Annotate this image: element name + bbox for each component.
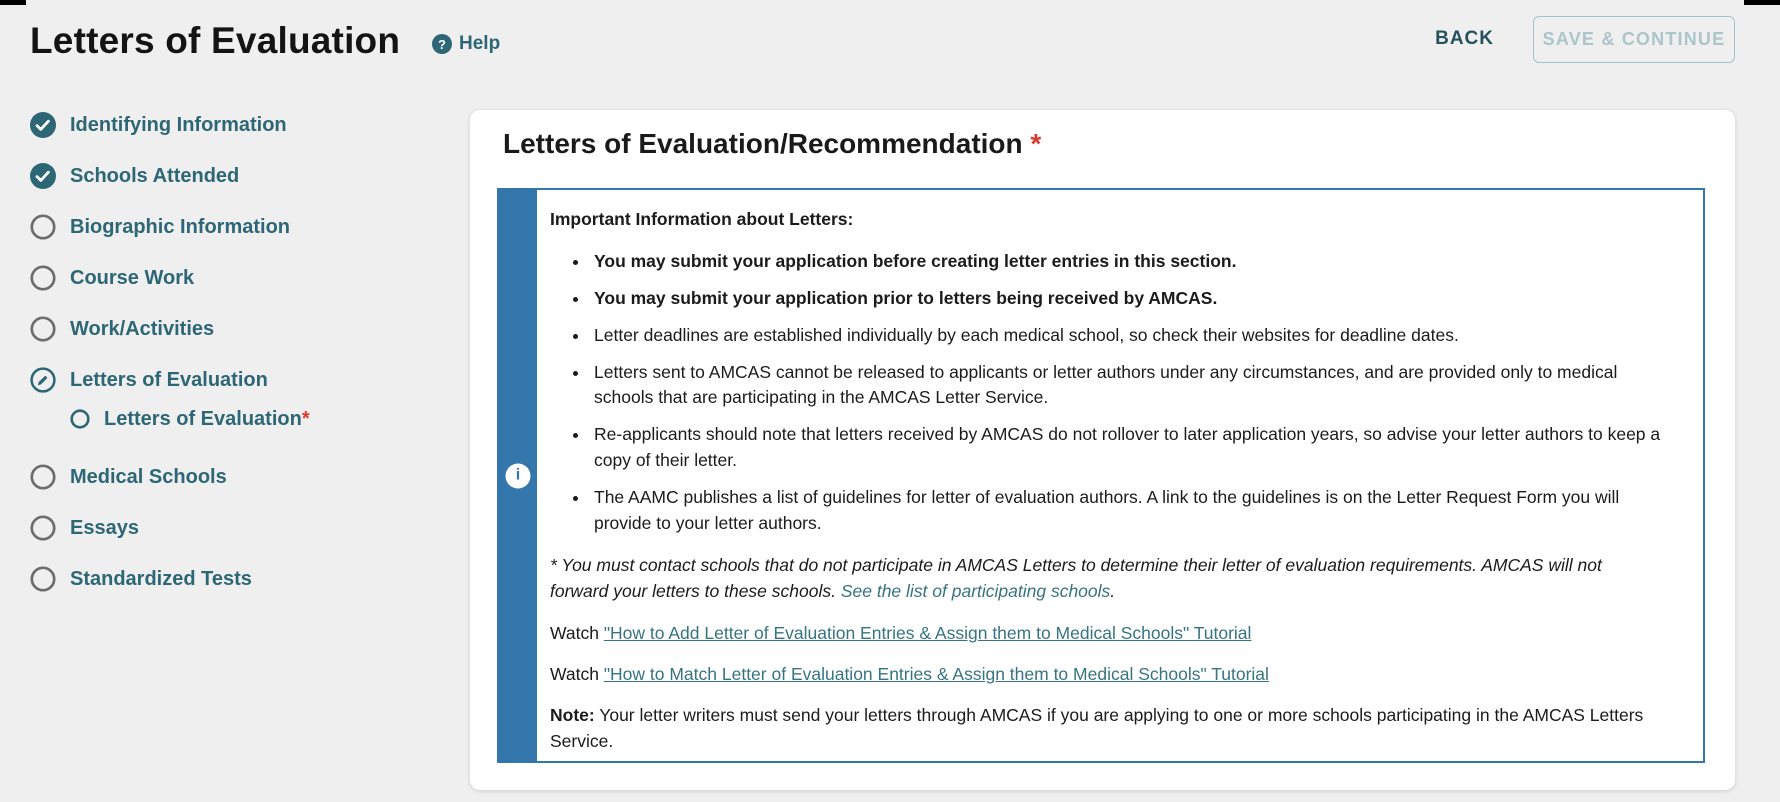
sidebar-item-course-work[interactable] [30,265,450,291]
sidebar-item-standardized-tests[interactable] [30,566,450,592]
sidebar-item-label: Schools Attended [70,164,240,187]
sidebar-item-label: Medical Schools [70,465,227,488]
info-bullet: • You may submit your application prior to letters being received by AMCAS. [590,286,1661,312]
section-title [503,128,1041,160]
sidebar-item-letters-of-evaluation-sub[interactable] [70,406,450,432]
section-nav [30,112,450,617]
match-letter-tutorial-link[interactable]: "How to Match Letter of Evaluation Entries & Assign them to Medical Schools" Tutorial [603,663,1269,684]
info-callout [497,188,1705,763]
watch-line [550,621,1661,647]
info-bullet: • Letter deadlines are established individually by each medical school, so check their websites for deadline dates. [590,323,1661,349]
participating-schools-link[interactable]: See the list of participating schools [840,580,1111,601]
footnote-period: . [1110,580,1116,601]
sidebar-item-label: Essays [70,516,139,539]
empty-circle-icon [30,464,56,490]
required-asterisk: * [301,407,310,430]
sidebar-item-label: Course Work [70,266,195,289]
back-button[interactable]: BACK [1435,28,1494,49]
info-bullet: • The AAMC publishes a list of guidelines for letter of evaluation authors. A link to the guidelines is on the Letter Request Form you will provide to your letter authors. [590,485,1661,537]
sub-circle-icon [70,409,90,429]
info-bullet: • Letters sent to AMCAS cannot be released to applicants or letter authors under any circumstances, and are provided only to medical schools that are participating in the AMCAS Letter Service. [590,360,1661,412]
empty-circle-icon [30,566,56,592]
sidebar-item-label: Letters of Evaluation [70,368,268,391]
help-label: Help [459,33,501,54]
info-callout-bar [499,190,537,761]
info-bullet: • You may submit your application before creating letter entries in this section. [590,249,1661,275]
sidebar-item-schools-attended[interactable] [30,163,450,189]
section-title-text: Letters of Evaluation/Recommendation [503,128,1023,159]
required-asterisk: * [1030,128,1042,159]
sidebar-item-label: Letters of Evaluation* [104,407,310,430]
sidebar-item-identifying-information[interactable] [30,112,450,138]
sidebar-item-label: Biographic Information [70,215,290,238]
help-question-icon: ? [432,34,452,54]
content-card [470,110,1735,790]
watch-line [550,662,1661,688]
info-bullet-list [550,249,1661,537]
completed-check-icon [30,163,56,189]
top-edge-strip-left [0,0,26,5]
sidebar-item-letters-of-evaluation[interactable] [30,367,450,393]
sidebar-item-label: Standardized Tests [70,567,252,590]
completed-check-icon [30,112,56,138]
top-edge-strip-right [1744,0,1780,5]
note [550,703,1661,755]
empty-circle-icon [30,316,56,342]
edit-pencil-icon [30,367,56,393]
sidebar-item-biographic-information[interactable] [30,214,450,240]
watch-prefix: Watch [550,663,604,684]
sidebar-item-medical-schools[interactable] [30,464,450,490]
empty-circle-icon [30,214,56,240]
footnote [550,553,1661,605]
help-button[interactable] [432,33,500,55]
sidebar-item-essays[interactable] [30,515,450,541]
info-heading: Important Information about Letters: [550,209,854,229]
info-bullet: • Re-applicants should note that letters received by AMCAS do not rollover to later application years, so advise your letter authors to keep a copy of their letter. [590,422,1661,474]
save-continue-button[interactable]: SAVE & CONTINUE [1533,16,1735,63]
sidebar-item-label: Work/Activities [70,317,215,340]
empty-circle-icon [30,265,56,291]
sidebar-item-work-activities[interactable] [30,316,450,342]
page-title: Letters of Evaluation [30,20,401,61]
note-label: Note: [550,705,595,726]
watch-prefix: Watch [550,622,604,643]
empty-circle-icon [30,515,56,541]
add-letter-tutorial-link[interactable]: "How to Add Letter of Evaluation Entries & Assign them to Medical Schools" Tutorial [603,622,1252,643]
footnote-text: * You must contact schools that do not participate in AMCAS Letters to determine their letter of evaluation requirements. AMCAS will not forward your letters to these schools. [550,554,1602,601]
note-text: Your letter writers must send your letters through AMCAS if you are applying to one or more schools participating in the AMCAS Letters Service. [550,705,1644,752]
info-icon: i [506,463,531,488]
sidebar-item-label: Identifying Information [70,113,287,136]
info-callout-body [537,190,1703,761]
